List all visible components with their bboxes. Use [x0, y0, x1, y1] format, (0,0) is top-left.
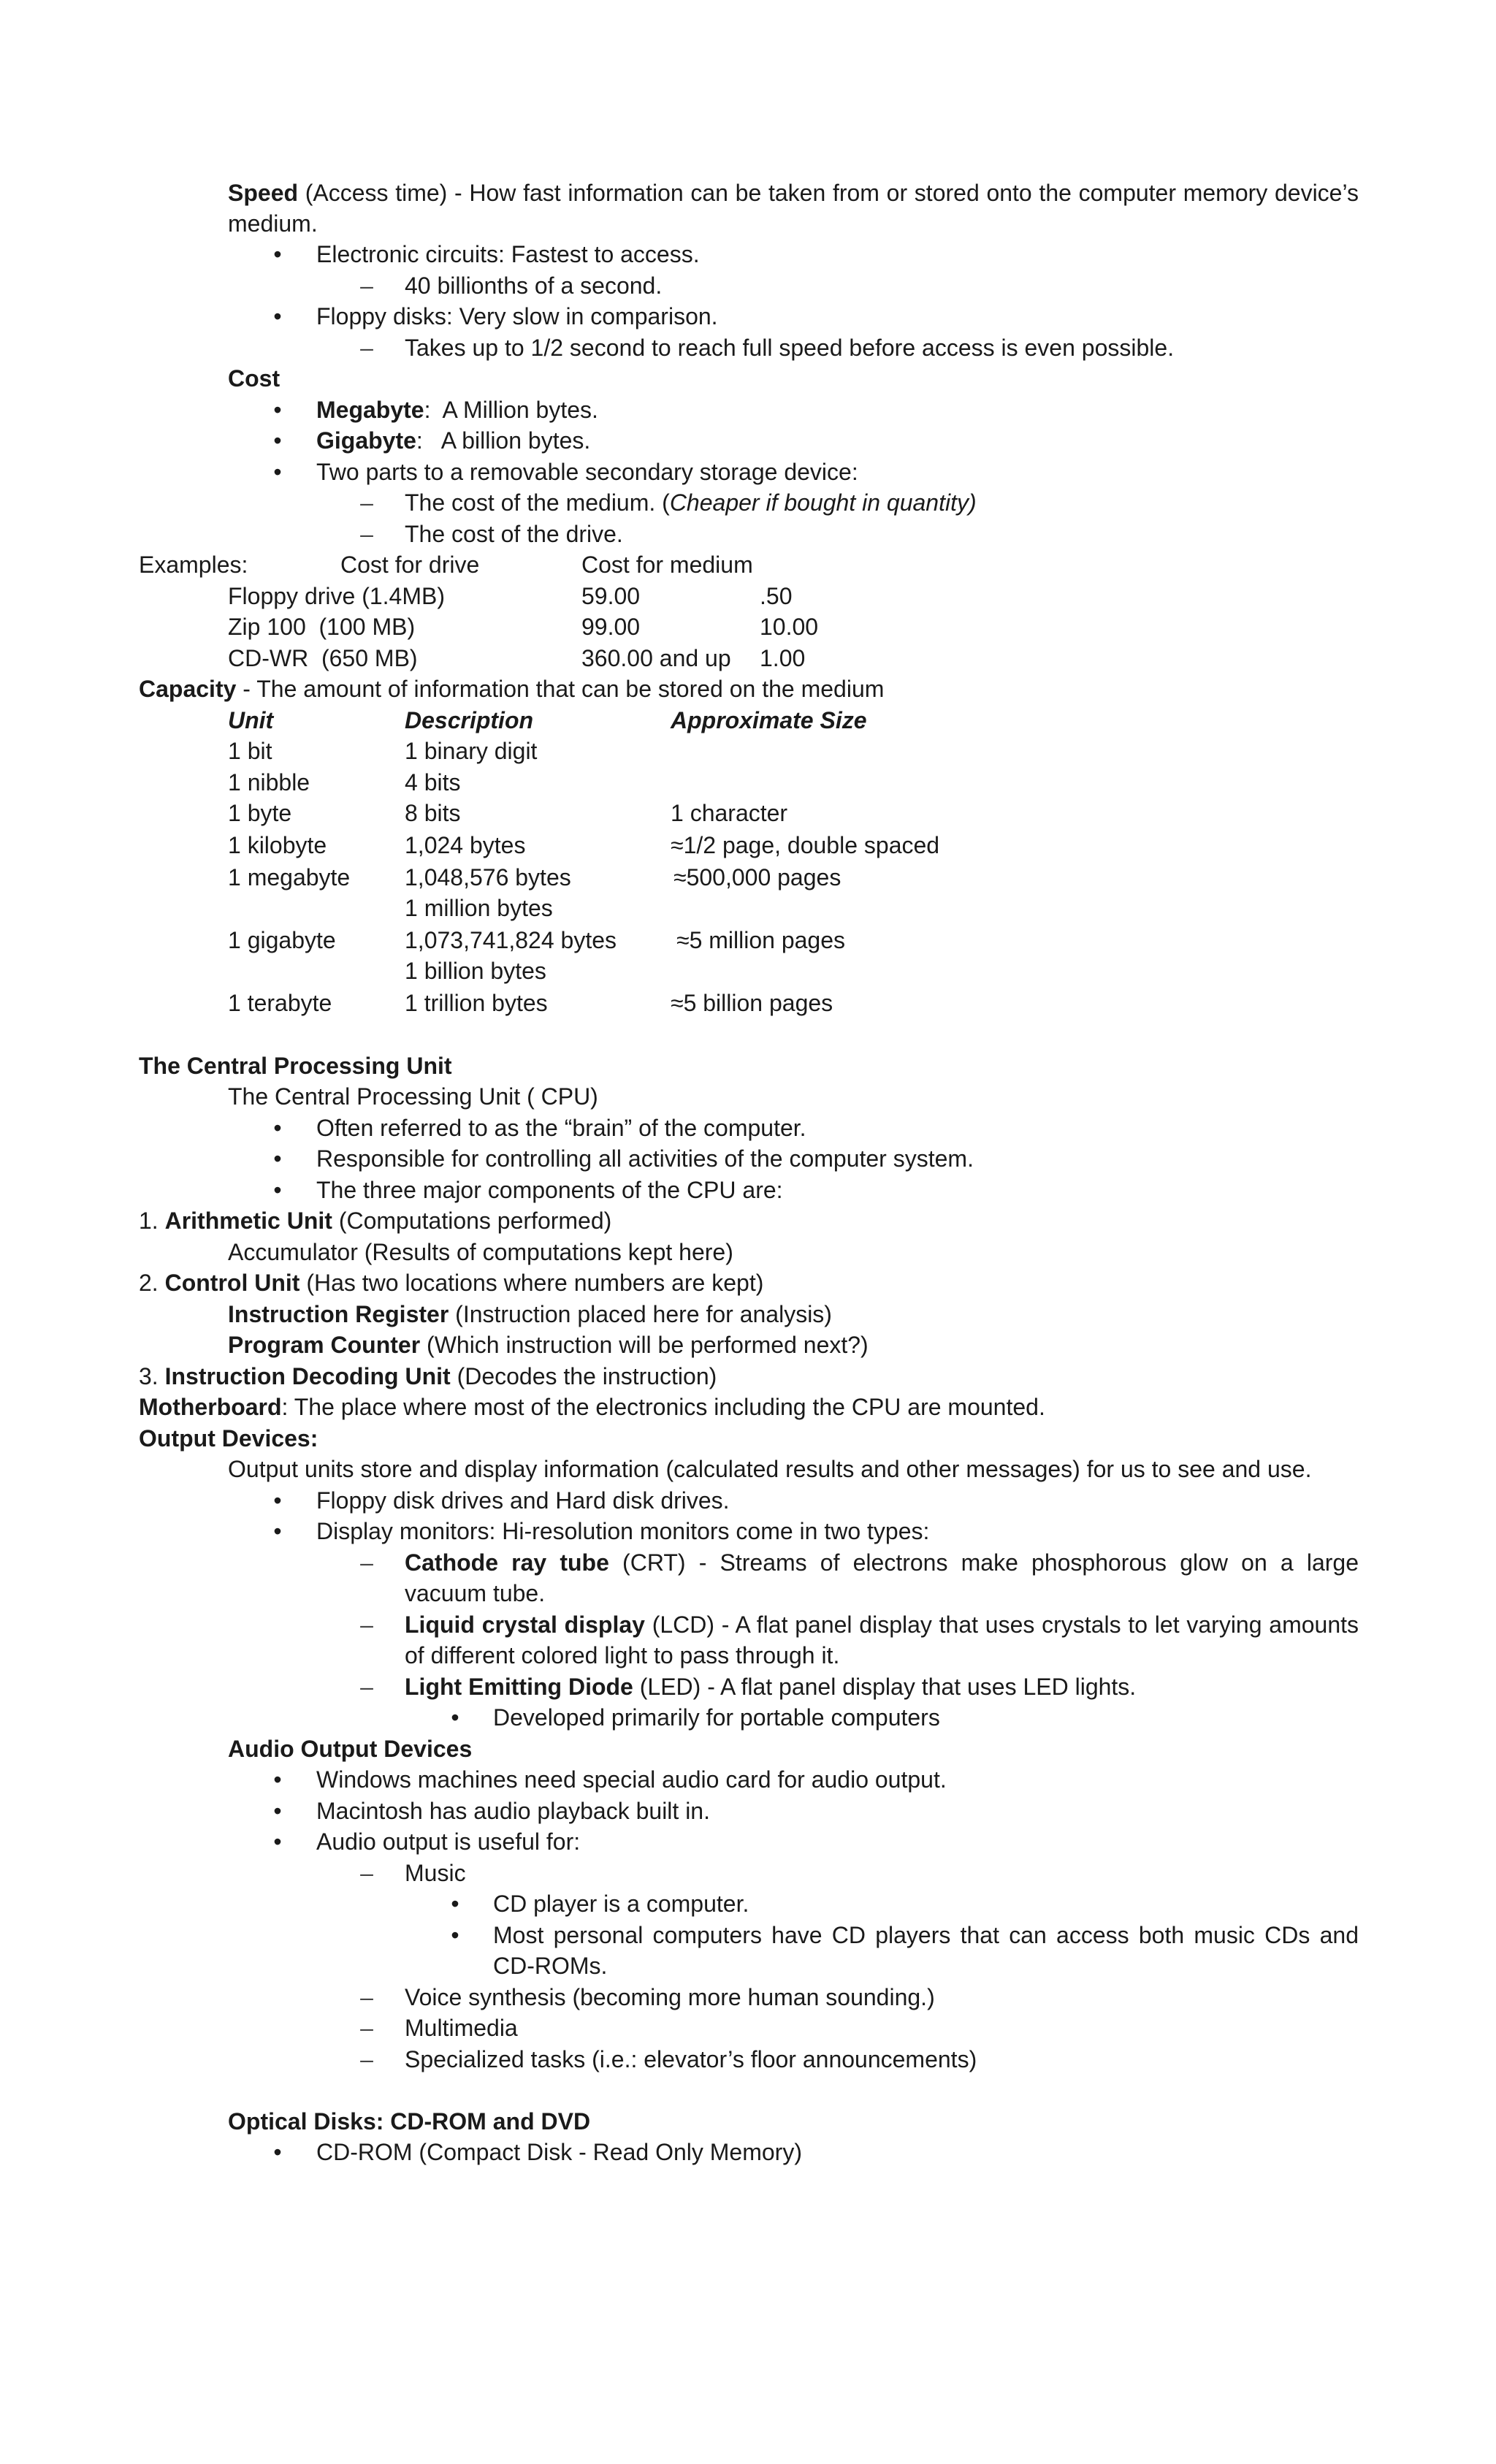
audio-use-specialized: Specialized tasks (i.e.: elevator’s floor announcements) — [405, 2046, 977, 2072]
megabyte-def: : A Million bytes. — [424, 397, 598, 423]
dash-marker: – — [360, 521, 373, 547]
bullet-marker: • — [451, 1922, 459, 1948]
list-number: 2. — [139, 1270, 165, 1296]
example-medium-cost: 1.00 — [760, 645, 806, 671]
capacity-desc: 1 trillion bytes — [405, 990, 548, 1016]
arithmetic-unit-term: Arithmetic Unit — [164, 1208, 332, 1234]
example-drive-cost: 360.00 and up — [581, 645, 731, 671]
cost-title: Cost — [228, 365, 280, 392]
capacity-desc-alt: 1 million bytes — [405, 895, 553, 921]
capacity-header-unit: Unit — [228, 707, 274, 733]
capacity-unit: 1 byte — [228, 800, 292, 826]
cpu-intro: The Central Processing Unit ( CPU) — [228, 1083, 598, 1110]
instruction-register-term: Instruction Register — [228, 1301, 449, 1327]
example-medium-cost: .50 — [760, 583, 793, 609]
motherboard-desc: : The place where most of the electronics including the CPU are mounted. — [281, 1394, 1045, 1420]
program-counter-line — [228, 1330, 869, 1360]
output-bullet: Floppy disk drives and Hard disk drives. — [316, 1487, 730, 1514]
bullet-marker: • — [273, 427, 282, 454]
dash-marker: – — [360, 1860, 373, 1886]
bullet-marker: • — [273, 1177, 282, 1203]
example-drive-cost: 59.00 — [581, 583, 641, 609]
lcd-desc: (LCD) - A flat panel display that uses crystals to let varying amounts of different colored light to pass through it. — [405, 1611, 1359, 1668]
capacity-unit: 1 nibble — [228, 769, 310, 796]
dash-marker: – — [360, 489, 373, 516]
capacity-line — [139, 674, 884, 704]
optical-bullet: CD-ROM (Compact Disk - Read Only Memory) — [316, 2139, 802, 2165]
audio-heading: Audio Output Devices — [228, 1736, 473, 1762]
cost-drive: The cost of the drive. — [405, 521, 623, 547]
cpu-bullet: Often referred to as the “brain” of the computer. — [316, 1115, 806, 1141]
bullet-marker: • — [451, 1891, 459, 1917]
capacity-unit: 1 terabyte — [228, 990, 332, 1016]
list-number: 3. — [139, 1363, 165, 1389]
control-unit-term: Control Unit — [164, 1270, 300, 1296]
dash-marker: – — [360, 1611, 373, 1638]
bullet-marker: • — [273, 303, 282, 329]
example-medium-cost: 10.00 — [760, 614, 819, 640]
capacity-unit: 1 kilobyte — [228, 832, 327, 858]
speed-title: Speed — [228, 180, 299, 206]
crt-item — [405, 1547, 1359, 1609]
cost-medium — [405, 487, 977, 518]
audio-use-voice: Voice synthesis (becoming more human sounding.) — [405, 1984, 935, 2010]
list-number: 1. — [139, 1208, 165, 1234]
example-name: Floppy drive (1.4MB) — [228, 583, 445, 609]
motherboard-term: Motherboard — [139, 1394, 282, 1420]
decoding-unit-line — [139, 1361, 717, 1392]
program-counter-desc: (Which instruction will be performed next?) — [420, 1332, 869, 1358]
bullet-marker: • — [273, 459, 282, 485]
cost-two-parts: Two parts to a removable secondary storage device: — [316, 459, 858, 485]
capacity-size: ≈5 million pages — [676, 927, 846, 953]
bullet-marker: • — [273, 1766, 282, 1793]
bullet-marker: • — [451, 1704, 459, 1731]
led-term: Light Emitting Diode — [405, 1674, 633, 1700]
medium-cost-note: Cheaper if bought in quantity) — [669, 489, 977, 516]
example-drive-cost: 99.00 — [581, 614, 641, 640]
speed-item: Floppy disks: Very slow in comparison. — [316, 303, 718, 329]
dash-marker: – — [360, 2046, 373, 2072]
bullet-marker: • — [273, 1115, 282, 1141]
led-desc: (LED) - A flat panel display that uses LED lights. — [633, 1674, 1137, 1700]
medium-cost-text: The cost of the medium. ( — [405, 489, 670, 516]
megabyte-term: Megabyte — [316, 397, 424, 423]
speed-item: Electronic circuits: Fastest to access. — [316, 241, 700, 267]
led-sub-item: Developed primarily for portable computers — [493, 1704, 940, 1731]
capacity-unit: 1 gigabyte — [228, 927, 336, 953]
dash-marker: – — [360, 2015, 373, 2041]
example-name: Zip 100 (100 MB) — [228, 614, 416, 640]
bullet-marker: • — [273, 1828, 282, 1855]
speed-desc: (Access time) - How fast information can be taken from or stored onto the computer memory device’s medium. — [228, 180, 1359, 237]
lcd-term: Liquid crystal display — [405, 1611, 645, 1638]
dash-marker: – — [360, 272, 373, 299]
output-bullet: Display monitors: Hi-resolution monitors come in two types: — [316, 1518, 930, 1544]
audio-use-music: Music — [405, 1860, 466, 1886]
control-unit-desc: (Has two locations where numbers are kept) — [299, 1270, 764, 1296]
crt-desc: (CRT) - Streams of electrons make phosphorous glow on a large vacuum tube. — [405, 1549, 1359, 1606]
dash-marker: – — [360, 1984, 373, 2010]
capacity-desc: 1 binary digit — [405, 738, 538, 764]
cost-gigabyte — [316, 425, 590, 456]
examples-col-drive: Cost for drive — [340, 552, 480, 578]
capacity-unit: 1 bit — [228, 738, 272, 764]
accumulator-line: Accumulator (Results of computations kept here) — [228, 1239, 733, 1265]
dash-marker: – — [360, 1549, 373, 1576]
capacity-desc: 4 bits — [405, 769, 461, 796]
cost-megabyte — [316, 394, 598, 425]
capacity-size: ≈5 billion pages — [671, 990, 833, 1016]
bullet-marker: • — [273, 397, 282, 423]
speed-paragraph — [228, 178, 1359, 239]
arithmetic-unit-desc: (Computations performed) — [332, 1208, 612, 1234]
bullet-marker: • — [273, 1518, 282, 1544]
capacity-desc-alt: 1 billion bytes — [405, 958, 546, 984]
cpu-bullet: Responsible for controlling all activities of the computer system. — [316, 1145, 974, 1172]
capacity-header-description: Description — [405, 707, 534, 733]
decoding-unit-term: Instruction Decoding Unit — [164, 1363, 451, 1389]
music-sub-item: Most personal computers have CD players that can access both music CDs and CD-ROMs. — [493, 1922, 1359, 1979]
output-heading: Output Devices: — [139, 1425, 318, 1452]
speed-item: Takes up to 1/2 second to reach full speed before access is even possible. — [405, 335, 1175, 361]
capacity-desc: 1,073,741,824 bytes — [405, 927, 617, 953]
optical-heading: Optical Disks: CD-ROM and DVD — [228, 2108, 591, 2135]
example-name: CD-WR (650 MB) — [228, 645, 418, 671]
arithmetic-unit-line — [139, 1205, 611, 1236]
bullet-marker: • — [273, 1798, 282, 1824]
instruction-register-line — [228, 1299, 832, 1330]
audio-use-multimedia: Multimedia — [405, 2015, 518, 2041]
audio-bullet: Audio output is useful for: — [316, 1828, 581, 1855]
dash-marker: – — [360, 335, 373, 361]
instruction-register-desc: (Instruction placed here for analysis) — [449, 1301, 832, 1327]
lcd-item — [405, 1609, 1359, 1671]
capacity-size: 1 character — [671, 800, 788, 826]
gigabyte-def: : A billion bytes. — [416, 427, 591, 454]
capacity-title: Capacity — [139, 676, 237, 702]
capacity-unit: 1 megabyte — [228, 864, 351, 890]
audio-bullet: Macintosh has audio playback built in. — [316, 1798, 710, 1824]
music-sub-item: CD player is a computer. — [493, 1891, 749, 1917]
capacity-desc: 1,048,576 bytes — [405, 864, 571, 890]
dash-marker: – — [360, 1674, 373, 1700]
bullet-marker: • — [273, 2139, 282, 2165]
capacity-desc: 1,024 bytes — [405, 832, 526, 858]
audio-bullet: Windows machines need special audio card for audio output. — [316, 1766, 947, 1793]
examples-col-medium: Cost for medium — [581, 552, 753, 578]
capacity-desc: - The amount of information that can be stored on the medium — [236, 676, 885, 702]
capacity-size: ≈500,000 pages — [673, 864, 842, 890]
speed-item: 40 billionths of a second. — [405, 272, 663, 299]
led-item — [405, 1671, 1136, 1702]
capacity-header-size: Approximate Size — [671, 707, 867, 733]
control-unit-line — [139, 1267, 763, 1298]
gigabyte-term: Gigabyte — [316, 427, 416, 454]
crt-term: Cathode ray tube — [405, 1549, 609, 1576]
cpu-bullet: The three major components of the CPU are: — [316, 1177, 783, 1203]
program-counter-term: Program Counter — [228, 1332, 421, 1358]
cpu-heading: The Central Processing Unit — [139, 1053, 452, 1079]
decoding-unit-desc: (Decodes the instruction) — [450, 1363, 717, 1389]
motherboard-line — [139, 1392, 1045, 1422]
capacity-desc: 8 bits — [405, 800, 461, 826]
bullet-marker: • — [273, 1487, 282, 1514]
bullet-marker: • — [273, 241, 282, 267]
output-intro: Output units store and display information (calculated results and other messages) for us to see and use. — [228, 1456, 1312, 1482]
bullet-marker: • — [273, 1145, 282, 1172]
capacity-size: ≈1/2 page, double spaced — [671, 832, 940, 858]
examples-label: Examples: — [139, 552, 248, 578]
